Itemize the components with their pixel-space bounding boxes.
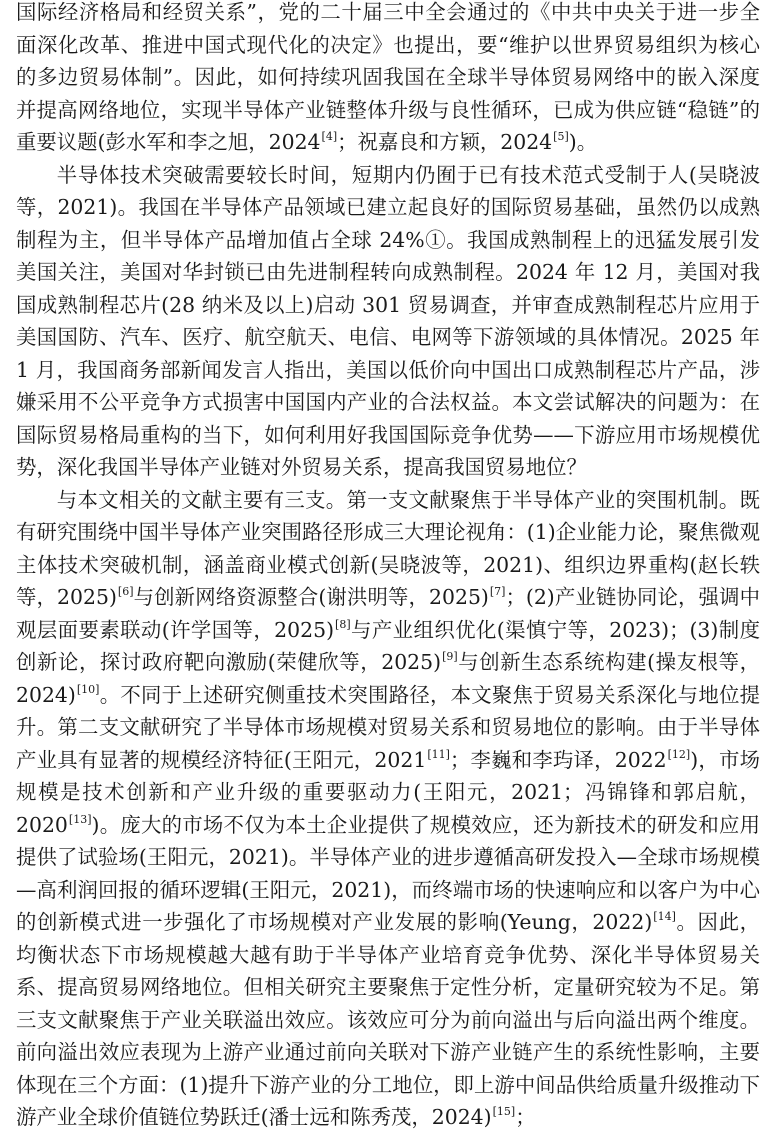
citation-reference: [7]: [489, 585, 506, 598]
paragraph-text: 与产业组织优化(渠慎宁等，2023)；(3)制度创新论，探讨政府靶向激励(荣健欣等，2025): [16, 617, 760, 674]
paragraph-text: 。不同于上述研究侧重技术突围路径，本文聚焦于贸易关系深化与地位提升。第二支文献研究了半导体市场规模对贸易关系和贸易地位的影响。由于半导体产业具有显著的规模经济特征(王阳元，2021: [16, 682, 760, 772]
paragraph-text: ；李巍和李玙译，2022: [449, 747, 667, 772]
citation-reference: [8]: [335, 617, 351, 631]
citation-reference: [10]: [76, 682, 100, 696]
paragraph-text: ；(2)产业链协同论，强调中观层面要素联动(许学国等，2025): [16, 585, 760, 642]
citation-reference: [14]: [653, 910, 676, 923]
paragraph: [16, 484, 760, 1134]
paragraph: [16, 0, 760, 159]
paragraph-text: 。因此，均衡状态下市场规模越大越有助于半导体产业培育竞争优势、深化半导体贸易关系、提高贸易网络地位。但相关研究主要聚焦于定性分析，定量研究较为不足。第三支文献聚焦于产业关联溢出效应。该效应可分为前向溢出与后向溢出两个维度。前向溢出效应表现为上游产业通过前向关联对下游产业链产生的系统性影响，主要体现在三个方面：(1)提升下游产业的分工地位，即上游中间品供给质量升级推动下游产业全球价值链位势跃迁(潘士远和陈秀茂，2024): [16, 910, 761, 1129]
citation-reference: [4]: [321, 130, 338, 143]
paragraph: [16, 159, 760, 484]
citation-reference: [13]: [68, 812, 92, 826]
paragraph-text: 与本文相关的文献主要有三支。第一支文献聚焦于半导体产业的突围机制。既有研究围绕中国半导体产业突围路径形成三大理论视角：(1)企业能力论，聚焦微观主体技术突破机制，涵盖商业模式创新(吴晓波等，2021)、组织边界重构(赵长轶等，2025): [16, 487, 760, 609]
citation-reference: [15]: [492, 1105, 516, 1118]
paragraph-text: 与创新生态系统构建(操友根等，2024): [16, 650, 760, 707]
paragraph-text: )。: [568, 130, 598, 154]
citation-reference: [12]: [667, 747, 691, 761]
paragraph-text: 半导体技术突破需要较长时间，短期内仍囿于已有技术范式受制于人(吴晓波等，2021)。我国在半导体产品领域已建立起良好的国际贸易基础，虽然仍以成熟制程为主，但半导体产品增加值占全球 24%①。我国成熟制程上的迅猛发展引发美国关注，美国对华封锁已由先进制程转向成熟制程。2024 年 12 月，美国对我国成熟制程芯片(28 纳米及以上)启动 301 贸易调查，并审查成熟制程芯片应用于美国国防、汽车、医疗、航空航天、电信、电网等下游领域的具体情况。2025 年 1 月，我国商务部新闻发言人指出，美国以低价向中国出口成熟制程芯片产品，涉嫌采用不公平竞争方式损害中国国内产业的合法权益。本文尝试解决的问题为：在国际贸易格局重构的当下，如何利用好我国国际竞争优势——下游应用市场规模优势，深化我国半导体产业链对外贸易关系，提高我国贸易地位？: [16, 162, 760, 479]
citation-reference: [11]: [427, 747, 450, 761]
paragraph-text: 与创新网络资源整合(谢洪明等，2025): [133, 585, 489, 609]
paragraph-text: ；祝嘉良和方颖，2024: [337, 130, 553, 154]
citation-reference: [5]: [553, 130, 569, 143]
citation-reference: [6]: [117, 585, 134, 598]
paragraph-text: ；: [515, 1105, 536, 1129]
paper-body-text: [16, 0, 760, 1134]
paragraph-text: 国际经济格局和经贸关系”，党的二十届三中全会通过的《中共中央关于进一步全面深化改革、推进中国式现代化的决定》也提出，要“维护以世界贸易组织为核心的多边贸易体制”。因此，如何持续巩固我国在全球半导体贸易网络中的嵌入深度并提高网络地位，实现半导体产业链整体升级与良性循环，已成为供应链“稳链”的重要议题(彭水军和李之旭，2024: [16, 0, 760, 154]
citation-reference: [9]: [442, 650, 458, 663]
paragraph-text: )，市场规模是技术创新和产业升级的重要驱动力(王阳元，2021；冯锦锋和郭启航，2020: [16, 747, 760, 837]
paragraph-text: )。庞大的市场不仅为本土企业提供了规模效应，还为新技术的研发和应用提供了试验场(王阳元，2021)。半导体产业的进步遵循高研发投入—全球市场规模—高利润回报的循环逻辑(王阳元，2021)，而终端市场的快速响应和以客户为中心的创新模式进一步强化了市场规模对产业发展的影响(Yeung，2022): [16, 812, 760, 934]
